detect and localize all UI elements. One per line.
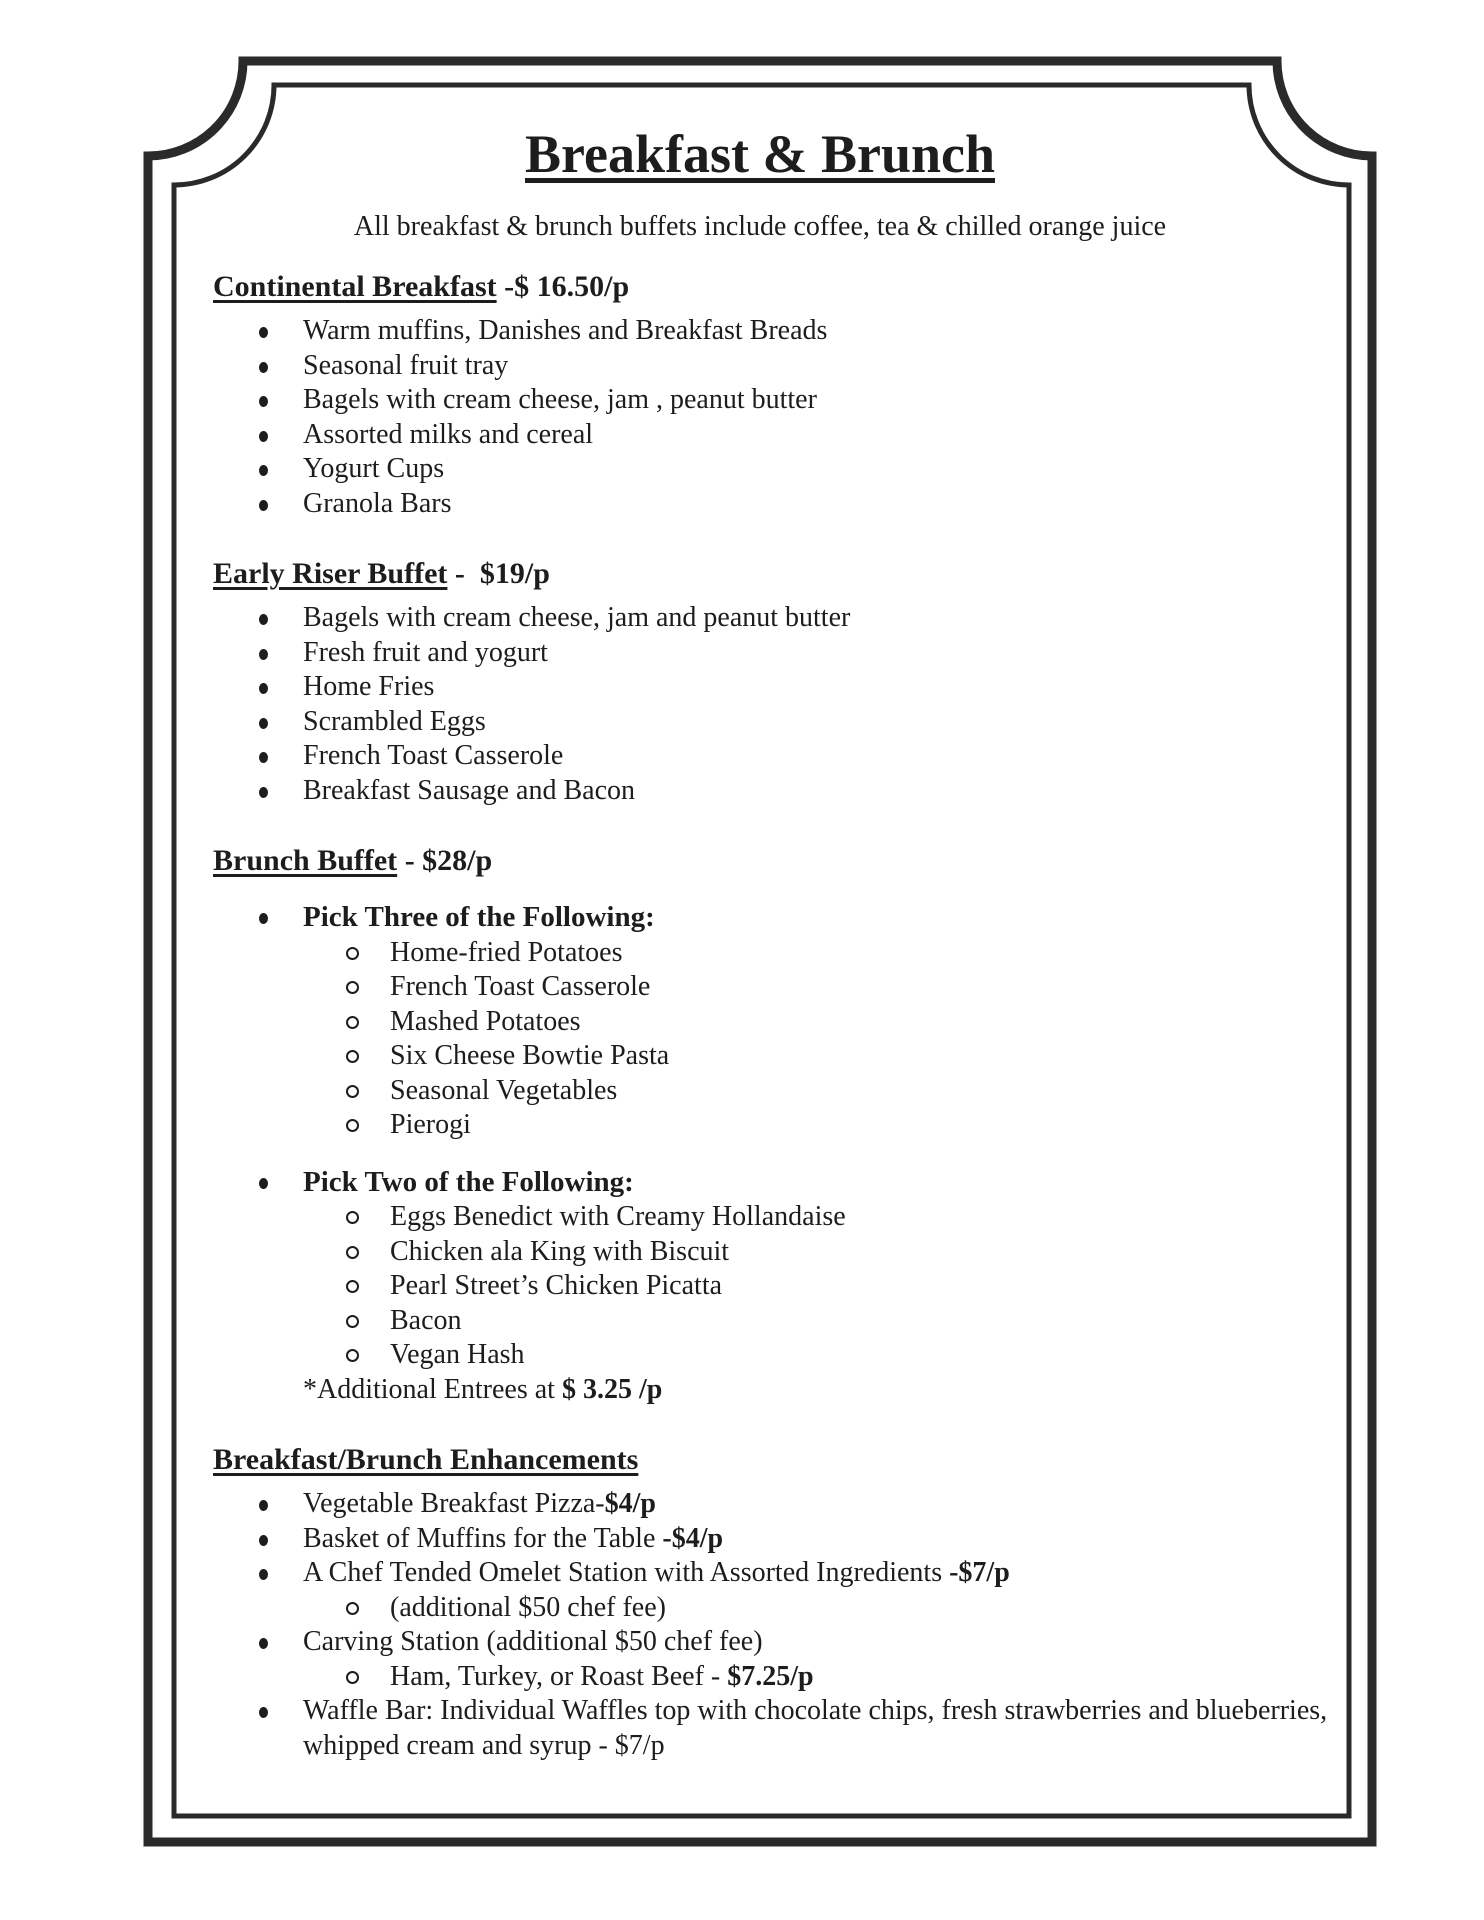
pick-group-label-text: Pick Two of the Following: [303,1165,634,1198]
option-item-text: French Toast Casserole [390,971,651,1003]
bullet-icon [259,649,268,660]
circle-bullet-icon [346,1119,359,1132]
option-item-text: (additional $50 chef fee) [390,1591,666,1623]
circle-bullet-icon [346,1315,359,1328]
menu-item [213,1556,1307,1591]
section-heading [213,1443,1307,1477]
bullet-icon [259,465,268,476]
option-item [213,1660,1307,1695]
option-item-text: Eggs Benedict with Creamy Hollandaise [390,1201,846,1233]
option-item [213,1200,1307,1235]
circle-bullet-icon [346,981,359,994]
menu-item-text: A Chef Tended Omelet Station with Assorted Ingredients [303,1557,950,1589]
menu-item-text: Warm muffins, Danishes and Breakfast Breads [303,315,828,347]
subtitle: All breakfast & brunch buffets include coffee, tea & chilled orange juice [353,211,1167,243]
option-item-text: Pearl Street’s Chicken Picatta [390,1270,723,1302]
section-price: -$ 16.50/p [496,270,630,304]
section-heading [213,844,1307,878]
circle-bullet-icon [346,1602,359,1615]
option-item [213,1591,1307,1626]
pick-group-label [213,1165,1307,1201]
option-item [213,936,1307,971]
option-item [213,1108,1307,1143]
menu-item [213,452,1307,487]
menu-item [213,1694,1378,1763]
menu-item-text: French Toast Casserole [303,740,564,772]
bullet-icon [259,718,268,729]
option-item-text: Home-fried Potatoes [390,936,623,968]
menu-item [213,670,1307,705]
circle-bullet-icon [346,1671,359,1684]
option-item-text: Six Cheese Bowtie Pasta [390,1040,670,1072]
menu-item [213,739,1307,774]
option-item-price: $7.25/p [727,1660,814,1692]
circle-bullet-icon [346,1349,359,1362]
circle-bullet-icon [346,1280,359,1293]
menu-item-price: -$7/p [949,1557,1010,1589]
menu-item [213,705,1307,740]
menu-item-text: Bagels with cream cheese, jam , peanut butter [303,384,817,416]
menu-item-text: Carving Station (additional $50 chef fee) [303,1626,763,1658]
bullet-icon [259,327,268,338]
menu-item-text: Fresh fruit and yogurt [303,636,548,668]
menu-item-text: Yogurt Cups [303,453,445,485]
menu-document [213,124,1335,1763]
option-item-text: Vegan Hash [390,1339,525,1371]
option-item-text: Pierogi [390,1109,471,1141]
section-name: Continental Breakfast [213,270,497,304]
section-name: Early Riser Buffet [213,557,448,591]
menu-item-text: Breakfast Sausage and Bacon [303,774,635,806]
bullet-icon [259,1178,268,1189]
option-item [213,1039,1307,1074]
option-item [213,1235,1307,1270]
menu-item [213,1625,1307,1660]
menu-item [213,774,1307,809]
bullet-icon [259,1535,268,1546]
note-price: $ 3.25 /p [561,1373,663,1405]
circle-bullet-icon [346,1246,359,1259]
menu-item-price: -$4/p [662,1522,724,1554]
menu-item-text: Vegetable Breakfast Pizza- [303,1488,605,1520]
page-title: Breakfast & Brunch [524,124,996,184]
menu-item [213,1522,1307,1557]
section-early-riser-buffet [213,557,1307,808]
bullet-icon [259,683,268,694]
bullet-icon [259,1707,268,1718]
circle-bullet-icon [346,1050,359,1063]
pick-group-label-text: Pick Three of the Following: [303,901,655,934]
bullet-icon [259,431,268,442]
bullet-icon [259,1500,268,1511]
circle-bullet-icon [346,1211,359,1224]
bullet-icon [259,913,268,924]
bullet-icon [259,362,268,373]
section-name: Brunch Buffet [213,844,398,878]
section-brunch-buffet [213,844,1307,1407]
menu-item-text: Bagels with cream cheese, jam and peanut butter [303,602,851,634]
section-continental-breakfast [213,270,1307,521]
bullet-icon [259,1569,268,1580]
menu-item-price: $4/p [604,1488,656,1520]
pick-group-label [213,900,1307,936]
option-item [213,1304,1307,1339]
section-name: Breakfast/Brunch Enhancements [213,1443,639,1477]
option-item-text: Chicken ala King with Biscuit [390,1235,730,1267]
menu-item [213,418,1307,453]
menu-item-text: Scrambled Eggs [303,705,486,737]
option-item [213,970,1307,1005]
menu-item-text: Assorted milks and cereal [303,418,594,450]
section-heading [213,557,1307,591]
bullet-icon [259,500,268,511]
note-text: *Additional Entrees at [303,1373,562,1405]
bullet-icon [259,752,268,763]
option-item [213,1005,1307,1040]
menu-item [213,314,1307,349]
option-item [213,1074,1307,1109]
menu-item-text: Seasonal fruit tray [303,349,509,381]
menu-item [213,636,1307,671]
menu-item [213,1487,1307,1522]
option-item [213,1269,1307,1304]
option-item-text: Mashed Potatoes [390,1005,581,1037]
bullet-icon [259,614,268,625]
menu-item [213,601,1307,636]
section-price: - $28/p [397,844,493,878]
circle-bullet-icon [346,947,359,960]
additional-entrees-note [213,1373,1307,1408]
menu-item-text: Granola Bars [303,487,452,519]
circle-bullet-icon [346,1085,359,1098]
menu-item-text: Waffle Bar: Individual Waffles top with chocolate chips, fresh strawberries and blueberries, whipped cream and syrup - $7/p [303,1695,1335,1761]
circle-bullet-icon [346,1016,359,1029]
section-enhancements [213,1443,1335,1763]
menu-item [213,487,1307,522]
option-item-text: Seasonal Vegetables [390,1074,618,1106]
title-row [213,124,1307,184]
bullet-icon [259,787,268,798]
bullet-icon [259,1638,268,1649]
menu-item [213,349,1307,384]
bullet-icon [259,396,268,407]
menu-item-text: Basket of Muffins for the Table [303,1522,663,1554]
option-item-text: Bacon [390,1304,462,1336]
option-item [213,1338,1307,1373]
menu-item-text: Home Fries [303,671,435,703]
section-heading [213,270,1307,304]
menu-item [213,383,1307,418]
option-item-text: Ham, Turkey, or Roast Beef - [390,1660,728,1692]
section-price: - $19/p [447,557,550,591]
